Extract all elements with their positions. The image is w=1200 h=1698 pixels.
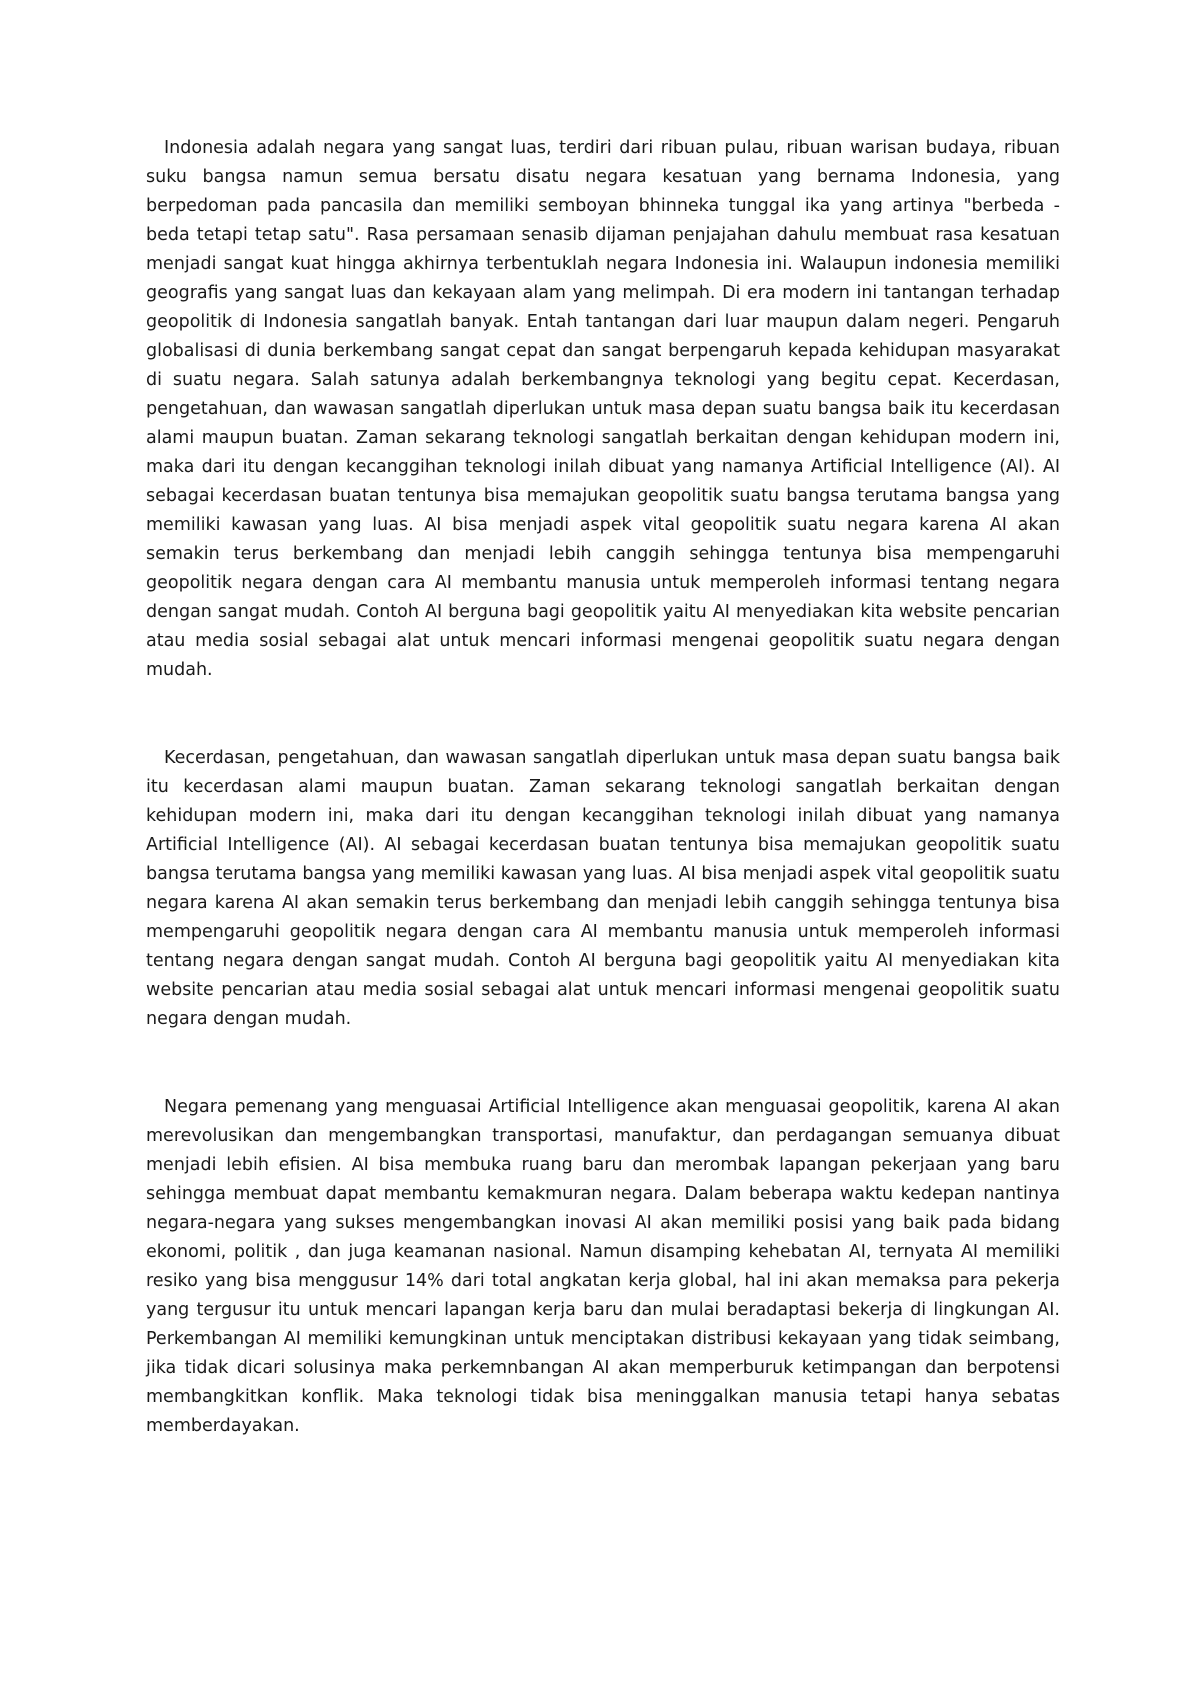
paragraph-2: Kecerdasan, pengetahuan, dan wawasan sangatlah diperlukan untuk masa depan suatu bangsa baik itu kecerdasan alami maupun buatan. Zaman sekarang teknologi sangatlah berkaitan dengan kehidupan modern ini, maka dari itu dengan kecanggihan teknologi inilah dibuat yang namanya Artificial Intelligence (AI). AI sebagai kecerdasan buatan tentunya bisa memajukan geopolitik suatu bangsa terutama bangsa yang memiliki kawasan yang luas. AI bisa menjadi aspek vital geopolitik suatu negara karena AI akan semakin terus berkembang dan menjadi lebih canggih sehingga tentunya bisa mempengaruhi geopolitik negara dengan cara AI membantu manusia untuk memperoleh informasi tentang negara dengan sangat mudah. Contoh AI berguna bagi geopolitik yaitu AI menyediakan kita website pencarian atau media sosial sebagai alat untuk mencari informasi mengenai geopolitik suatu negara dengan mudah.: [146, 748, 1060, 1029]
document-page: [146, 134, 1060, 1441]
paragraph-1: Indonesia adalah negara yang sangat luas, terdiri dari ribuan pulau, ribuan warisan budaya, ribuan suku bangsa namun semua bersatu disatu negara kesatuan yang bernama Indonesia, yang berpedoman pada pancasila dan memiliki semboyan bhinneka tunggal ika yang artinya "berbeda - beda tetapi tetap satu". Rasa persamaan senasib dijaman penjajahan dahulu membuat rasa kesatuan menjadi sangat kuat hingga akhirnya terbentuklah negara Indonesia ini. Walaupun indonesia memiliki geografis yang sangat luas dan kekayaan alam yang melimpah. Di era modern ini tantangan terhadap geopolitik di Indonesia sangatlah banyak. Entah tantangan dari luar maupun dalam negeri. Pengaruh globalisasi di dunia berkembang sangat cepat dan sangat berpengaruh kepada kehidupan masyarakat di suatu negara. Salah satunya adalah berkembangnya teknologi yang begitu cepat. Kecerdasan, pengetahuan, dan wawasan sangatlah diperlukan untuk masa depan suatu bangsa baik itu kecerdasan alami maupun buatan. Zaman sekarang teknologi sangatlah berkaitan dengan kehidupan modern ini, maka dari itu dengan kecanggihan teknologi inilah dibuat yang namanya Artificial Intelligence (AI). AI sebagai kecerdasan buatan tentunya bisa memajukan geopolitik suatu bangsa terutama bangsa yang memiliki kawasan yang luas. AI bisa menjadi aspek vital geopolitik suatu negara karena AI akan semakin terus berkembang dan menjadi lebih canggih sehingga tentunya bisa mempengaruhi geopolitik negara dengan cara AI membantu manusia untuk memperoleh informasi tentang negara dengan sangat mudah. Contoh AI berguna bagi geopolitik yaitu AI menyediakan kita website pencarian atau media sosial sebagai alat untuk mencari informasi mengenai geopolitik suatu negara dengan mudah.: [146, 138, 1060, 680]
paragraph-3: Negara pemenang yang menguasai Artificial Intelligence akan menguasai geopolitik, karena AI akan merevolusikan dan mengembangkan transportasi, manufaktur, dan perdagangan semuanya dibuat menjadi lebih efisien. AI bisa membuka ruang baru dan merombak lapangan pekerjaan yang baru sehingga membuat dapat membantu kemakmuran negara. Dalam beberapa waktu kedepan nantinya negara-negara yang sukses mengembangkan inovasi AI akan memiliki posisi yang baik pada bidang ekonomi, politik , dan juga keamanan nasional. Namun disamping kehebatan AI, ternyata AI memiliki resiko yang bisa menggusur 14% dari total angkatan kerja global, hal ini akan memaksa para pekerja yang tergusur itu untuk mencari lapangan kerja baru dan mulai beradaptasi bekerja di lingkungan AI. Perkembangan AI memiliki kemungkinan untuk menciptakan distribusi kekayaan yang tidak seimbang, jika tidak dicari solusinya maka perkemnbangan AI akan memperburuk ketimpangan dan berpotensi membangkitkan konflik. Maka teknologi tidak bisa meninggalkan manusia tetapi hanya sebatas memberdayakan.: [146, 1097, 1060, 1436]
